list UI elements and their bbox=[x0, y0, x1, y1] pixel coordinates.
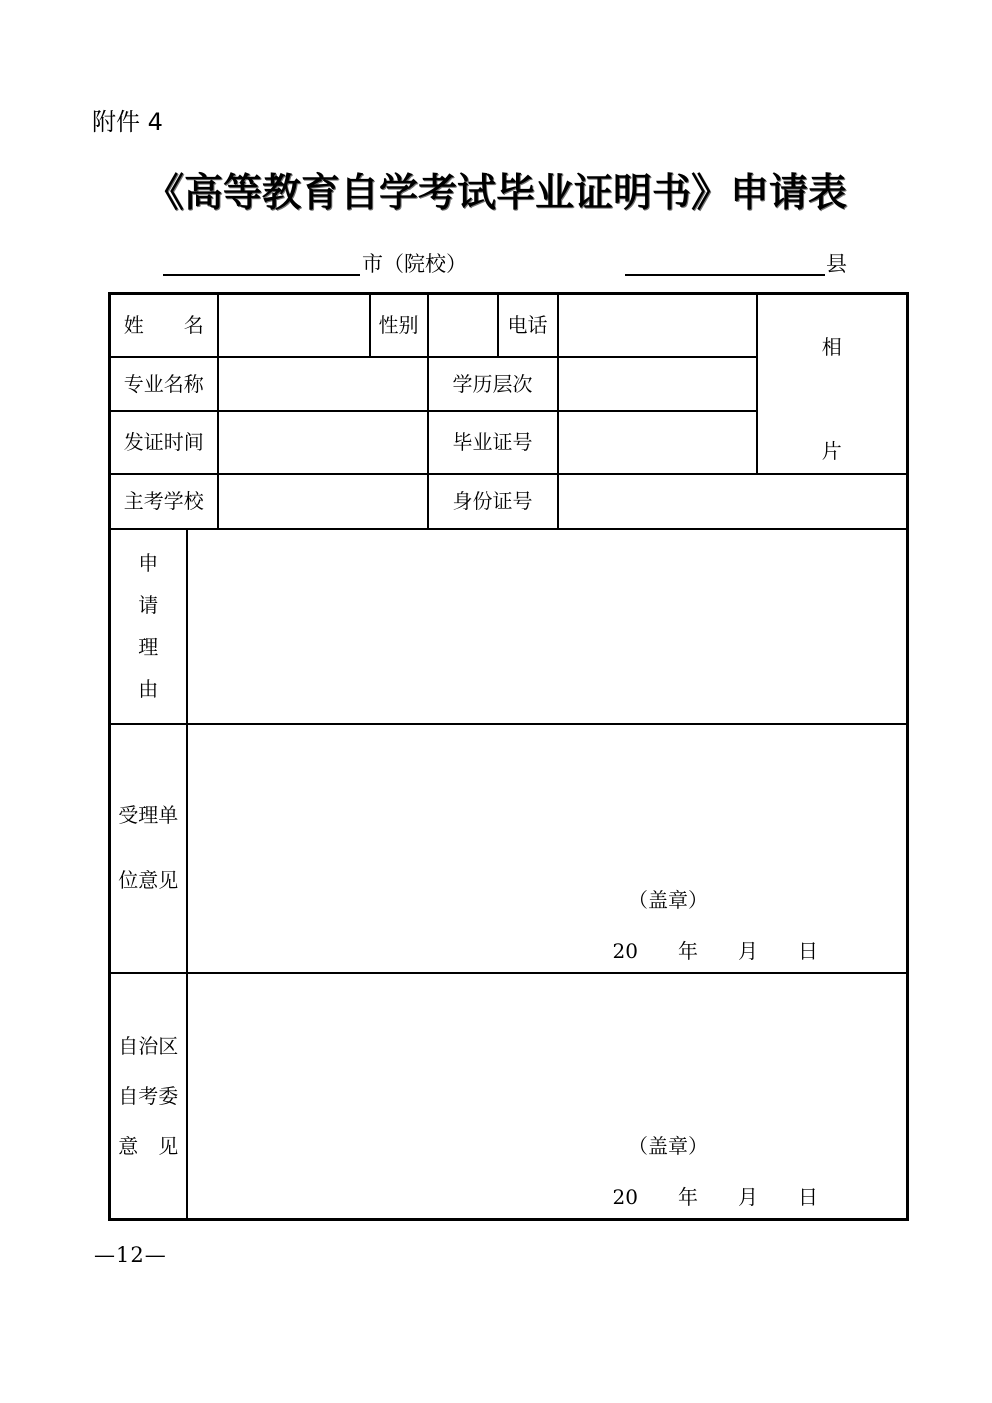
committee-label-cell bbox=[110, 973, 187, 1220]
cert-no-label-cell: 毕业证号 bbox=[428, 411, 558, 474]
reason-value-cell bbox=[187, 529, 908, 724]
issue-date-value-cell bbox=[218, 411, 428, 474]
reason-char: 申 bbox=[138, 551, 159, 575]
cert-no-value-cell bbox=[558, 411, 757, 474]
gender-value-cell bbox=[428, 294, 498, 357]
page-number: —12— bbox=[94, 1243, 167, 1267]
committee-label-line: 自治区 bbox=[118, 1033, 179, 1058]
id-no-label-cell: 身份证号 bbox=[428, 474, 558, 529]
acceptance-opinion-cell bbox=[187, 724, 908, 973]
photo-label-top: 相 bbox=[821, 334, 842, 359]
reason-char: 理 bbox=[138, 635, 159, 659]
page-title: 《高等教育自学考试毕业证明书》申请表 bbox=[144, 170, 847, 216]
acceptance-label-line: 位意见 bbox=[118, 868, 179, 892]
photo-cell bbox=[757, 294, 908, 474]
name-value-cell bbox=[218, 294, 370, 357]
county-suffix-label: 县 bbox=[826, 252, 847, 276]
reason-char: 请 bbox=[138, 593, 159, 617]
issue-date-label-cell: 发证时间 bbox=[110, 411, 218, 474]
acceptance-unit-label-cell bbox=[110, 724, 187, 973]
reason-char: 由 bbox=[138, 677, 159, 701]
reason-label-cell bbox=[110, 529, 187, 724]
committee-opinion-cell bbox=[187, 973, 908, 1220]
major-value-cell bbox=[218, 357, 428, 411]
city-suffix-label: 市（院校） bbox=[362, 252, 467, 276]
county-blank-underline bbox=[625, 250, 825, 276]
id-no-value-cell bbox=[558, 474, 908, 529]
committee-label-line: 意 见 bbox=[118, 1133, 179, 1158]
attachment-label: 附件 4 bbox=[92, 108, 163, 136]
level-label-cell: 学历层次 bbox=[428, 357, 558, 411]
gender-label-cell: 性别 bbox=[370, 294, 428, 357]
committee-date-line: 20 年 月 日 bbox=[612, 1185, 818, 1209]
photo-label-bottom: 片 bbox=[821, 438, 842, 463]
major-label-cell: 专业名称 bbox=[110, 357, 218, 411]
committee-seal-note: （盖章） bbox=[628, 1134, 708, 1158]
committee-label-line: 自考委 bbox=[118, 1083, 179, 1108]
city-blank-underline bbox=[163, 250, 360, 276]
school-value-cell bbox=[218, 474, 428, 529]
application-form-table bbox=[108, 292, 909, 1221]
acceptance-date-line: 20 年 月 日 bbox=[612, 938, 818, 963]
name-label-cell: 姓 名 bbox=[110, 294, 218, 357]
acceptance-seal-note: （盖章） bbox=[628, 887, 708, 912]
acceptance-label-line: 受理单 bbox=[118, 803, 179, 827]
phone-value-cell bbox=[558, 294, 757, 357]
school-label-cell: 主考学校 bbox=[110, 474, 218, 529]
level-value-cell bbox=[558, 357, 757, 411]
phone-label-cell: 电话 bbox=[498, 294, 558, 357]
